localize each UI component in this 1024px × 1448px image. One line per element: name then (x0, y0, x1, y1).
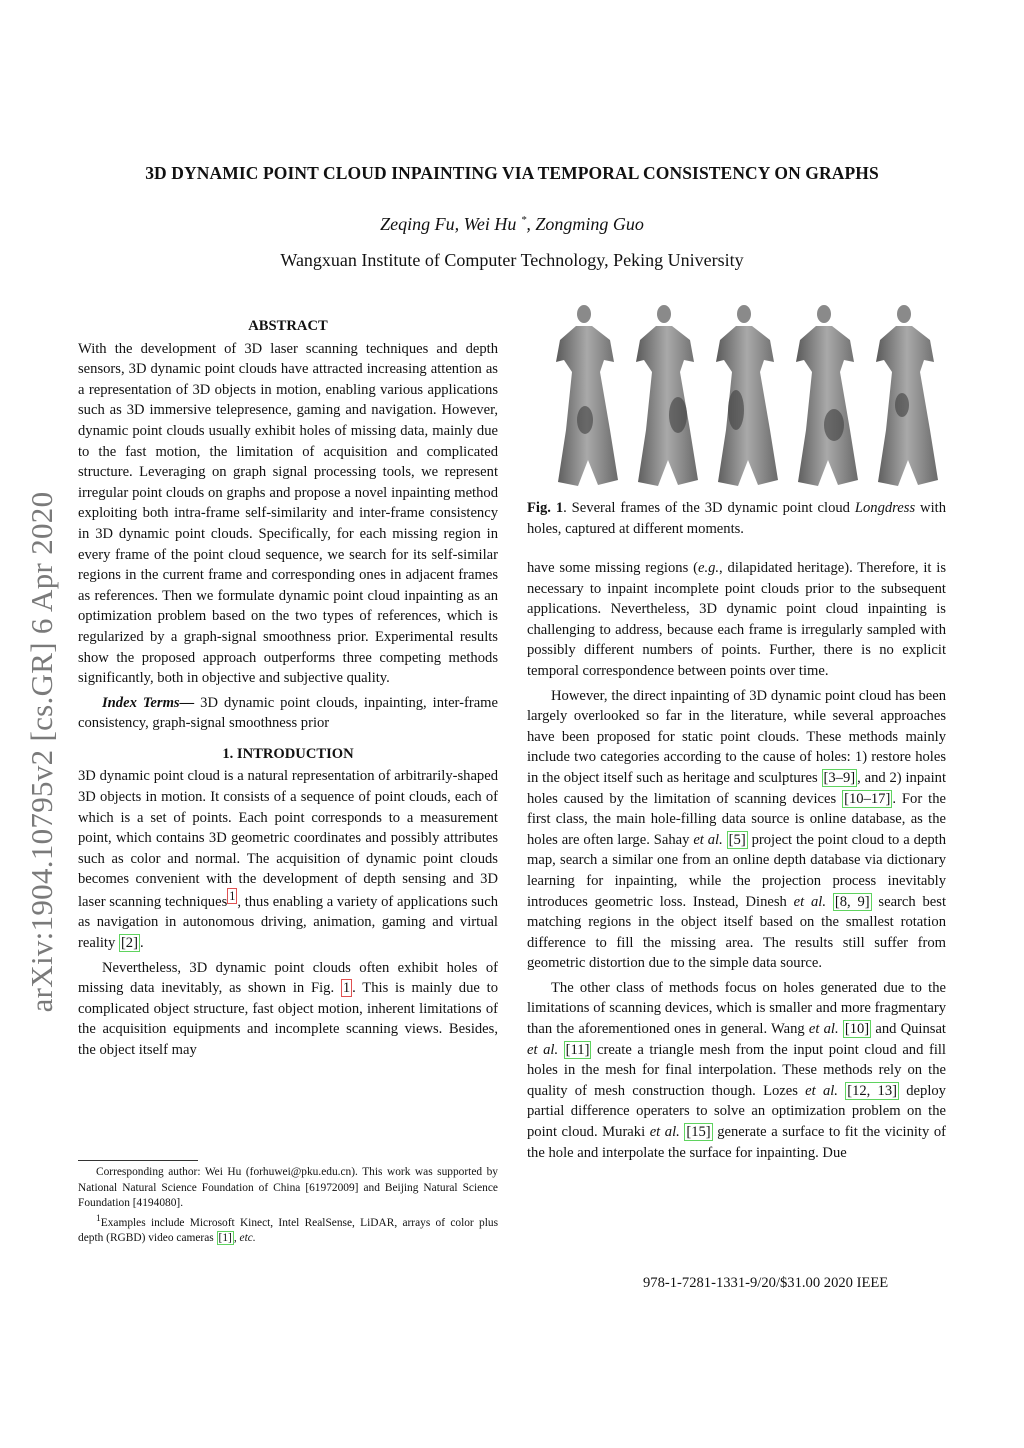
corresponding-mark: * (520, 214, 527, 226)
right-p3-text-d: deploy partial difference operaters to solve an optimization problem on the point cloud. Muraki (527, 1082, 946, 1141)
cite-12-13[interactable]: [12, 13] (847, 1082, 898, 1099)
footnote-1-sep: , (233, 1231, 240, 1244)
intro-paragraph-1 (78, 766, 498, 953)
figure-longdress-frames (540, 300, 950, 500)
figure-frame-1 (556, 305, 618, 486)
cite-1[interactable]: [1] (218, 1231, 232, 1244)
abstract-heading: ABSTRACT (248, 318, 328, 334)
right-p2-text-c: . For the first class, the main hole-filling data source is online database, as the holes are often large. Sahay (527, 790, 946, 848)
paper-title: 3D DYNAMIC POINT CLOUD INPAINTING VIA TEMPORAL CONSISTENCY ON GRAPHS (145, 163, 879, 183)
right-p2-text-e: search best matching regions in the object itself based on the smallest rotation difference to fill the missing area. The results still suffer from geometric distortion due to the simple data source. (527, 893, 946, 972)
right-paragraph-3 (527, 978, 946, 1163)
caption-label: Fig. 1 (527, 500, 564, 516)
intro-p2-text-b: . This is mainly due to complicated object structure, fast object motion, inherent limitations of the acquisition equipments and incomplete scanning views. Besides, the object itself may (78, 980, 498, 1059)
index-terms-label: Index Terms— (102, 694, 195, 711)
index-terms-text: 3D dynamic point clouds, inpainting, inter-frame consistency, graph-signal smoothness prior (78, 694, 498, 732)
intro-paragraph-2 (78, 958, 498, 1061)
intro-p1-text-a: 3D dynamic point cloud is a natural representation of arbitrarily-shaped 3D objects in motion. It consists of a sequence of point clouds, each of which is a set of points. Each point corresponds to a measurement point, which contains 3D geometric coordinates and possibly attributes such as color and normal. The acquisition of dynamic point clouds becomes convenient with the development of depth sensing and 3D laser scanning techniques (78, 768, 498, 910)
figure-frame-5 (876, 305, 938, 486)
arxiv-side-label[interactable]: arXiv:1904.10795v2 [cs.GR] 6 Apr 2020 (24, 491, 59, 1013)
right-p1-eg: e.g. (697, 560, 720, 576)
intro-p1-text-c: . (139, 935, 144, 952)
footnote-1-etc: etc. (239, 1231, 256, 1244)
footnote-1-mark: 1 (96, 1213, 101, 1224)
cite-15[interactable]: [15] (686, 1124, 711, 1141)
caption-text-b: with holes, captured at different moments. (527, 500, 946, 537)
right-paragraph-2 (527, 686, 946, 974)
right-p1-text-b: , dilapidated heritage). Therefore, it is necessary to inpaint incomplete point clouds prior to the subsequent applications. Nevertheless, 3D dynamic point cloud inpainting is challenging to address, because each frame is irregularly sampled with possibly different numbers of points. Further, there is no explicit temporal correspondence between points over time. (527, 560, 946, 679)
right-p3-text-a: The other class of methods focus on holes generated due to the limitations of scanning devices, which is smaller and more fragmentary than the aforementioned ones in general. Wang (527, 979, 946, 1038)
et-al: et al. (649, 1124, 680, 1141)
et-al: et al. (805, 1082, 838, 1099)
et-al: et al. (808, 1021, 839, 1038)
footnote-1-link[interactable]: 1 (229, 889, 236, 904)
right-p3-text-e: generate a surface to fit the vicinity of the hole and interpolate the surface for inpainting. Due (527, 1124, 946, 1161)
right-p2-text-b: , and 2) inpaint holes caused by the limitation of scanning devices (527, 769, 946, 807)
fig-1-link[interactable]: 1 (342, 980, 351, 997)
right-p3-text-c: create a triangle mesh from the input point cloud and fill holes in the mesh for final interpolation. These methods rely on the quality of mesh construction though. Lozes (527, 1041, 946, 1099)
footnote-1-text: Examples include Microsoft Kinect, Intel RealSense, LiDAR, arrays of color plus depth (RGBD) video cameras (78, 1216, 498, 1244)
left-column (78, 316, 498, 1061)
cite-8-9[interactable]: [8, 9] (834, 893, 870, 910)
right-p1-text-a: have some missing regions ( (527, 560, 698, 576)
author-names-rest: , Zongming Guo (526, 214, 644, 234)
corresponding-author-note: Corresponding author: Wei Hu (forhuwei@pku.edu.cn). This work was supported by National Natural Science Foundation of China [61972009] and Beijing Natural Science Foundation [4194080]. (78, 1166, 498, 1209)
author-names: Zeqing Fu, Wei Hu (380, 214, 517, 234)
footnote-1 (78, 1212, 498, 1247)
cite-10-17[interactable]: [10–17] (844, 790, 891, 807)
right-column (527, 558, 946, 1163)
cite-3-9[interactable]: [3–9] (823, 769, 856, 786)
cite-5[interactable]: [5] (728, 831, 746, 848)
figure-caption (527, 498, 946, 539)
footnote-rule (78, 1160, 198, 1161)
footnotes (78, 1160, 498, 1246)
figure-frame-2 (636, 305, 698, 486)
right-p3-text-b: and Quinsat (871, 1021, 946, 1038)
intro-p2-text-a: Nevertheless, 3D dynamic point clouds often exhibit holes of missing data inevitably, as shown in Fig. (78, 959, 498, 997)
et-al: et al. (693, 831, 723, 848)
caption-dataset-name: Longdress (854, 500, 916, 516)
index-terms (78, 693, 498, 734)
affiliation: Wangxuan Institute of Computer Technology, Peking University (280, 250, 744, 270)
right-paragraph-1 (527, 558, 946, 682)
right-p2-text-d: project the point cloud to a depth map, search a similar one from an online depth database via dictionary learning for inpainting, while the projection process inevitably introduces geometric loss. Instead, Dinesh (527, 831, 946, 910)
intro-heading: 1. INTRODUCTION (222, 745, 354, 762)
intro-p1-text-b: , thus enabling a variety of applications such as navigation in autonomous driving, animation, gaming and virtual reality (78, 893, 498, 952)
right-p2-text-a: However, the direct inpainting of 3D dynamic point cloud has been largely overlooked so far in the literature, while several approaches have been proposed for static point clouds. These methods mainly include two categories according to the cause of holes: 1) restore holes in the object itself such as heritage and sculptures (527, 687, 946, 786)
author-list (0, 214, 1024, 235)
cite-10[interactable]: [10] (844, 1021, 870, 1038)
et-al: et al. (793, 893, 827, 910)
abstract-text: With the development of 3D laser scanning techniques and depth sensors, 3D dynamic point clouds have attracted increasing attention as a representation of 3D objects in motion, enabling various applications such as 3D immersive telepresence, gaming and navigation. However, dynamic point clouds usually exhibit holes of missing data, mainly due to the fast motion, the limitation of acquisition and complicated structure. Leveraging on graph signal processing tools, we represent irregular point clouds on graphs and propose a novel inpainting method exploiting both intra-frame self-similarity and inter-frame consistency in 3D dynamic point clouds. Specifically, for each missing region in every frame of the point cloud sequence, we search for its self-similar regions in the current frame and corresponding ones in adjacent frames as references. Then we formulate dynamic point cloud inpainting as an optimization problem based on the two types of references, which is regularized by a graph-signal smoothness prior. Experimental results show the proposed approach outperforms three competing methods significantly, both in objective and subjective quality. (78, 340, 498, 687)
cite-11[interactable]: [11] (565, 1041, 590, 1058)
figure-frame-4 (796, 305, 858, 486)
caption-text-a: . Several frames of the 3D dynamic point cloud (563, 500, 855, 516)
et-al: et al. (527, 1041, 559, 1058)
figure-frame-3 (716, 305, 778, 486)
cite-2[interactable]: [2] (120, 935, 138, 952)
copyright-footer: 978-1-7281-1331-9/20/$31.00 2020 IEEE (643, 1275, 889, 1291)
